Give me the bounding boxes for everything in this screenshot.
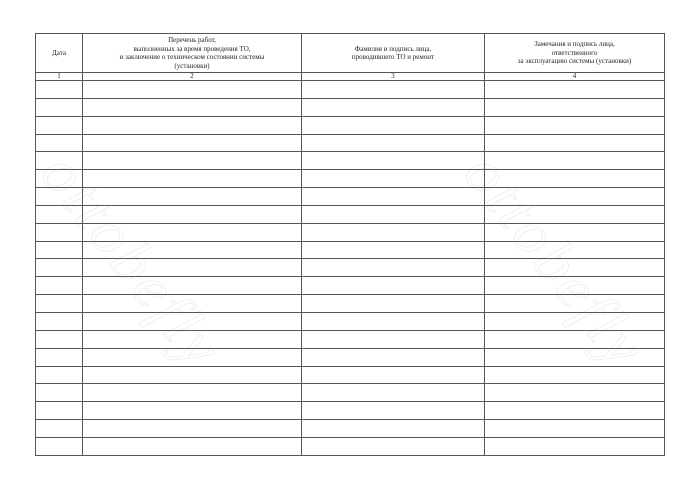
remarks-cell	[485, 437, 665, 455]
table-row	[36, 116, 665, 134]
log-body	[36, 81, 665, 456]
date-cell	[36, 170, 83, 188]
performer-cell	[302, 312, 485, 330]
performer-cell	[302, 205, 485, 223]
date-cell	[36, 437, 83, 455]
maintenance-log-table	[35, 33, 665, 456]
remarks-cell	[485, 81, 665, 99]
date-cell	[36, 152, 83, 170]
table-row	[36, 384, 665, 402]
performer-cell	[302, 134, 485, 152]
performer-cell	[302, 81, 485, 99]
works-cell	[83, 188, 302, 206]
remarks-cell	[485, 366, 665, 384]
date-cell	[36, 402, 83, 420]
works-cell	[83, 223, 302, 241]
works-cell	[83, 81, 302, 99]
column-number: 3	[302, 73, 485, 81]
works-cell	[83, 134, 302, 152]
date-cell	[36, 348, 83, 366]
works-cell	[83, 116, 302, 134]
remarks-cell	[485, 402, 665, 420]
remarks-cell	[485, 205, 665, 223]
table-row	[36, 330, 665, 348]
works-cell	[83, 420, 302, 438]
performer-cell	[302, 366, 485, 384]
header-row	[36, 34, 665, 73]
date-cell	[36, 330, 83, 348]
table-row	[36, 223, 665, 241]
header-line: выполненных за время проведения ТО,	[133, 44, 251, 53]
works-cell	[83, 241, 302, 259]
header-works-list	[83, 34, 302, 73]
date-cell	[36, 116, 83, 134]
date-cell	[36, 205, 83, 223]
remarks-cell	[485, 188, 665, 206]
performer-cell	[302, 330, 485, 348]
works-cell	[83, 437, 302, 455]
performer-cell	[302, 259, 485, 277]
works-cell	[83, 295, 302, 313]
date-cell	[36, 366, 83, 384]
date-cell	[36, 312, 83, 330]
works-cell	[83, 348, 302, 366]
remarks-cell	[485, 170, 665, 188]
remarks-cell	[485, 98, 665, 116]
column-number: 2	[83, 73, 302, 81]
performer-cell	[302, 277, 485, 295]
remarks-cell	[485, 330, 665, 348]
date-cell	[36, 134, 83, 152]
column-number-row	[36, 73, 665, 81]
remarks-cell	[485, 116, 665, 134]
header-line: Замечания и подпись лица,	[534, 40, 615, 49]
remarks-cell	[485, 277, 665, 295]
performer-cell	[302, 170, 485, 188]
table-row	[36, 98, 665, 116]
performer-cell	[302, 348, 485, 366]
remarks-cell	[485, 152, 665, 170]
remarks-cell	[485, 223, 665, 241]
works-cell	[83, 277, 302, 295]
table-row	[36, 312, 665, 330]
date-cell	[36, 259, 83, 277]
header-line: проводившего ТО и ремонт	[351, 53, 435, 61]
performer-cell	[302, 295, 485, 313]
table-row	[36, 81, 665, 99]
watermark-right: ottobefly	[450, 140, 660, 382]
works-cell	[83, 205, 302, 223]
table-row	[36, 170, 665, 188]
date-cell	[36, 295, 83, 313]
performer-cell	[302, 223, 485, 241]
date-cell	[36, 81, 83, 99]
performer-cell	[302, 188, 485, 206]
remarks-cell	[485, 241, 665, 259]
date-cell	[36, 277, 83, 295]
remarks-cell	[485, 312, 665, 330]
header-line: Дата	[52, 48, 66, 57]
column-number: 4	[485, 73, 665, 81]
performer-cell	[302, 402, 485, 420]
date-cell	[36, 384, 83, 402]
table-row	[36, 348, 665, 366]
table-row	[36, 152, 665, 170]
header-line: Фамилия и подпись лица,	[354, 44, 432, 53]
table-row	[36, 402, 665, 420]
table-row	[36, 134, 665, 152]
table-row	[36, 205, 665, 223]
date-cell	[36, 223, 83, 241]
remarks-cell	[485, 259, 665, 277]
date-cell	[36, 241, 83, 259]
works-cell	[83, 152, 302, 170]
works-cell	[83, 402, 302, 420]
works-cell	[83, 366, 302, 384]
header-date	[36, 34, 83, 73]
works-cell	[83, 98, 302, 116]
performer-cell	[302, 384, 485, 402]
remarks-cell	[485, 348, 665, 366]
header-line: (установки)	[174, 61, 210, 70]
performer-cell	[302, 437, 485, 455]
performer-cell	[302, 420, 485, 438]
works-cell	[83, 312, 302, 330]
performer-cell	[302, 98, 485, 116]
header-remarks	[485, 34, 665, 73]
date-cell	[36, 98, 83, 116]
performer-cell	[302, 152, 485, 170]
header-line: Перечень работ,	[168, 36, 216, 44]
works-cell	[83, 170, 302, 188]
date-cell	[36, 420, 83, 438]
table-row	[36, 366, 665, 384]
performer-cell	[302, 241, 485, 259]
column-number: 1	[36, 73, 83, 81]
remarks-cell	[485, 384, 665, 402]
watermark-left: ottobefly	[27, 140, 237, 382]
performer-cell	[302, 116, 485, 134]
remarks-cell	[485, 134, 665, 152]
remarks-cell	[485, 295, 665, 313]
header-line: ответственного	[551, 48, 598, 57]
table-row	[36, 259, 665, 277]
works-cell	[83, 259, 302, 277]
date-cell	[36, 188, 83, 206]
header-performer	[302, 34, 485, 73]
table-row	[36, 420, 665, 438]
works-cell	[83, 384, 302, 402]
table-row	[36, 277, 665, 295]
works-cell	[83, 330, 302, 348]
table-row	[36, 437, 665, 455]
header-line: за эксплуатацию системы (установки)	[517, 57, 632, 66]
table-row	[36, 295, 665, 313]
table-row	[36, 188, 665, 206]
header-line: и заключение о техническом состоянии системы	[119, 53, 265, 61]
table-row	[36, 241, 665, 259]
remarks-cell	[485, 420, 665, 438]
